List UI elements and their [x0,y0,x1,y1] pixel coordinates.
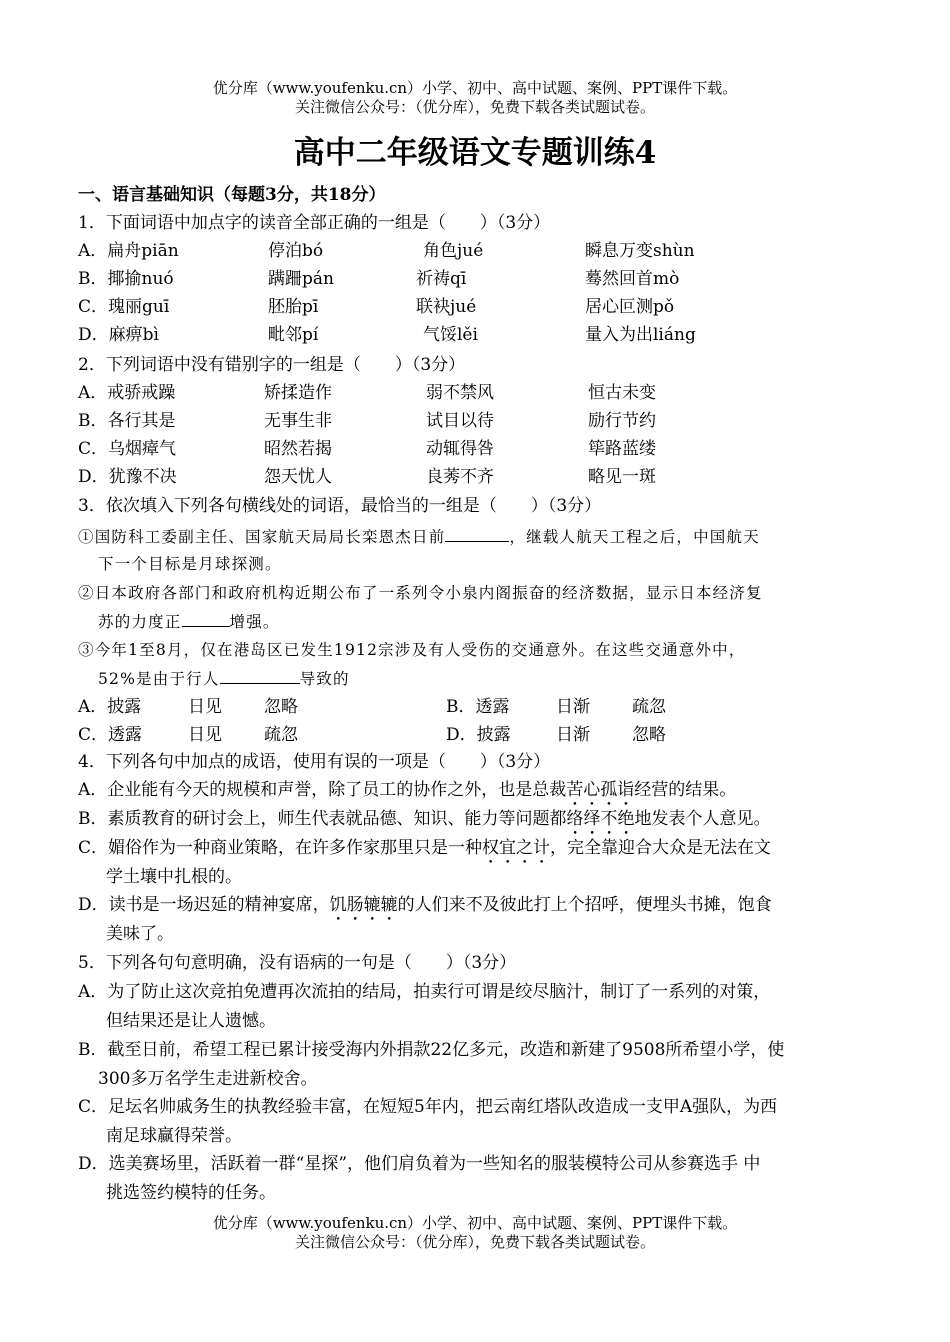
q1-d-3: 气馁lěi [423,325,478,345]
q3-s3-cont [98,665,350,692]
q3-s2-text: 苏的力度正 [98,613,182,631]
q2-c-3: 动辄得咎 [426,439,494,459]
q3-b-2: 日渐 [556,697,590,717]
q1-d-2: 毗邻pí [268,325,319,345]
q1-stem: 1．下面词语中加点字的读音全部正确的一组是（ ）（3分） [78,213,551,233]
q4-option-d [78,892,772,925]
q5-option-b: B．截至日前，希望工程已累计接受海内外捐款22亿多元，改造和新建了9508所希望小学，使 [78,1040,785,1060]
q3-blank-2 [182,608,230,627]
q5-option-a: A．为了防止这次竞拍免遭再次流拍的结局，拍卖行可谓是绞尽脑汁，制订了一系列的对策， [78,982,771,1002]
q2-a-4: 恒古未变 [588,383,656,403]
q3-blank-1 [445,523,509,542]
q4-a-text: A．企业能有今天的规模和声誉，除了员工的协作之外，也是总裁 [78,780,567,800]
q3-b-1: B．透露 [446,697,510,717]
q2-c-4: 筚路蓝缕 [588,439,656,459]
q2-d-4: 略见一斑 [588,467,656,487]
q3-c-3: 疏忽 [264,725,298,745]
q3-d-1: D．披露 [446,725,511,745]
footer-line-2: 关注微信公众号：（优分库），免费下载各类试题试卷。 [294,1233,655,1251]
q4-d-text-end: 的人们来不及彼此打上个招呼，便埋头书摊，饱食 [397,895,772,915]
q4-c-cont: 学土壤中扎根的。 [106,867,242,887]
q3-s1-text: ①国防科工委副主任、国家航天局局长栾恩杰日前 [78,528,446,546]
q1-c-1: C．瑰丽guī [78,297,170,317]
q4-a-text-end: 经营的结果。 [634,780,737,800]
q3-sentence-2: ②日本政府各部门和政府机构近期公布了一系列令小泉内阁振奋的经济数据，显示日本经济复 [78,584,763,602]
q5-b-cont: 300多万名学生走进新校舍。 [98,1069,318,1089]
q3-s3-text-b: 导致的 [299,670,350,688]
q1-c-3: 联袂jué [416,297,477,317]
q2-b-3: 试目以待 [426,411,494,431]
q4-c-text-end: ，完全靠迎合大众是无法在文 [550,838,772,858]
q4-a-idiom: 苦心孤诣 [566,780,635,800]
q2-c-1: C．乌烟瘴气 [78,439,177,459]
q5-option-c: C．足坛名帅戚务生的执教经验丰富，在短短5年内，把云南红塔队改造成一支甲A强队，为西 [78,1097,778,1117]
q5-option-d: D．选美赛场里，活跃着一群“星探”，他们肩负着为一些知名的服装模特公司从参赛选手 中 [78,1154,761,1174]
q3-sentence-3: ③今年1至8月，仅在港岛区已发生1912宗涉及有人受伤的交通意外。在这些交通意外中， [78,641,746,659]
q3-s2-text-b: 增强。 [229,613,280,631]
q3-d-3: 忽略 [632,725,666,745]
q3-s3-text: 52%是由于行人 [98,670,220,688]
q3-a-1: A．披露 [78,697,142,717]
page-title: 高中二年级语文专题训练4 [293,135,657,171]
q5-a-cont: 但结果还是让人遗憾。 [106,1011,276,1031]
footer-line-1: 优分库（www.youfenku.cn）小学、初中、高中试题、案例、PPT课件下载。 [212,1214,738,1232]
q3-c-1: C．透露 [78,725,143,745]
q4-d-idiom: 饥肠辘辘 [329,895,398,915]
q2-b-1: B．各行其是 [78,411,176,431]
q1-b-2: 蹒跚pán [268,269,334,289]
q3-s1-cont: 下一个目标是月球探测。 [98,555,282,573]
q3-sentence-1 [78,523,760,550]
q1-b-1: B．揶揄nuó [78,269,174,289]
q3-a-2: 日见 [188,697,222,717]
q4-b-idiom: 络绎不绝 [566,809,635,829]
q3-b-3: 疏忽 [632,697,666,717]
q2-b-4: 励行节约 [588,411,656,431]
q5-d-cont: 挑选签约模特的任务。 [106,1183,276,1203]
header-line-2: 关注微信公众号：（优分库），免费下载各类试题试卷。 [294,98,655,116]
q4-b-text: B．素质教育的研讨会上，师生代表就品德、知识、能力等问题都 [78,809,567,829]
q1-a-3: 角色jué [423,241,484,261]
q4-c-idiom: 权宜之计 [482,838,551,858]
q4-stem: 4．下列各句中加点的成语，使用有误的一项是（ ）（3分） [78,752,551,772]
q4-d-cont: 美味了。 [106,924,174,944]
q2-a-1: A．戒骄戒躁 [78,383,176,403]
q1-b-4: 蓦然回首mò [585,269,680,289]
q2-a-3: 弱不禁风 [426,383,494,403]
q1-a-2: 停泊bó [268,241,324,261]
q1-a-1: A．扁舟piān [78,241,179,261]
q4-c-text: C．媚俗作为一种商业策略，在许多作家那里只是一种 [78,838,483,858]
q2-c-2: 昭然若揭 [264,439,332,459]
q3-s1-text-b: ，继载人航天工程之后，中国航天 [509,528,760,546]
q3-s2-cont [98,608,280,635]
q1-d-1: D．麻痹bì [78,325,159,345]
q5-stem: 5．下列各句句意明确，没有语病的一句是（ ）（3分） [78,953,517,973]
q1-c-2: 胚胎pī [268,297,319,317]
q1-c-4: 居心叵测pǒ [585,297,675,317]
q2-a-2: 矫揉造作 [264,383,332,403]
section-heading: 一、语言基础知识（每题3分，共18分） [78,185,386,205]
q2-b-2: 无事生非 [264,411,332,431]
q2-d-1: D．犹豫不决 [78,467,177,487]
q4-b-text-end: 地发表个人意见。 [634,809,771,829]
q5-c-cont: 南足球赢得荣誉。 [106,1126,242,1146]
q3-blank-3 [220,665,300,684]
q4-d-text: D．读书是一场迟延的精神宴席， [78,895,330,915]
q2-d-3: 良莠不齐 [426,467,494,487]
q3-c-2: 日见 [188,725,222,745]
q2-d-2: 怨天忧人 [264,467,332,487]
q1-a-4: 瞬息万变shùn [585,241,695,261]
q2-stem: 2．下列词语中没有错别字的一组是（ ）（3分） [78,355,466,375]
q1-b-3: 祈祷qī [416,269,467,289]
header-line-1: 优分库（www.youfenku.cn）小学、初中、高中试题、案例、PPT课件下载。 [212,79,738,97]
q3-d-2: 日渐 [556,725,590,745]
q1-d-4: 量入为出liáng [585,325,696,345]
q3-a-3: 忽略 [264,697,298,717]
q3-stem: 3．依次填入下列各句横线处的词语，最恰当的一组是（ ）（3分） [78,496,602,516]
